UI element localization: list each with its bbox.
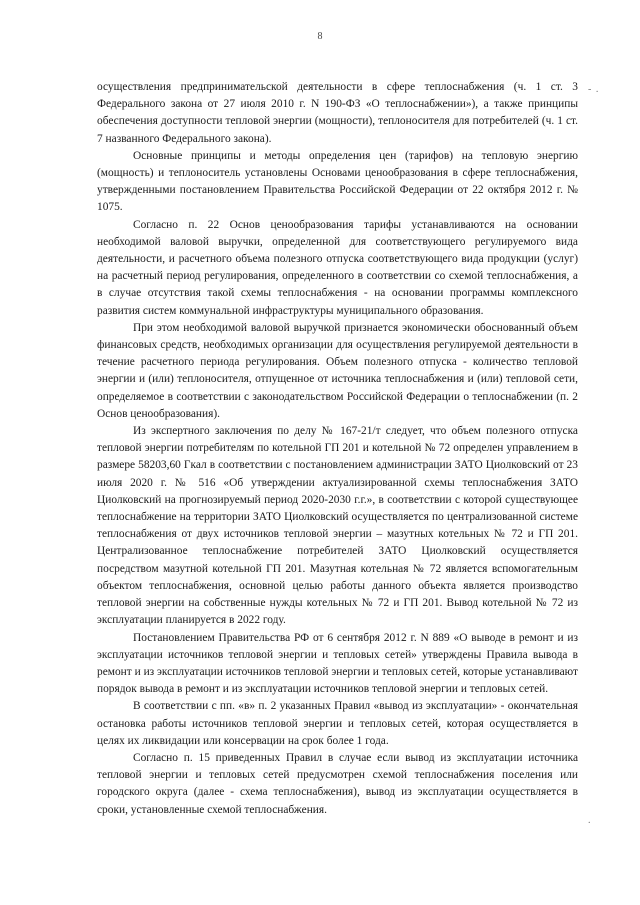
page-number: 8 — [317, 31, 323, 42]
margin-mark: - . — [588, 84, 600, 95]
paragraph: Основные принципы и методы определения цен (тарифов) на тепловую энергию (мощность) и теплоноситель установлены Основами ценообразования в сфере теплоснабжения, утвержденными постановлением Правительства Российской Федерации от 22 октября 2012 г. № 1075. — [97, 149, 578, 214]
paragraph: Согласно п. 15 приведенных Правил в случае если вывод из эксплуатации источника тепловой энергии и тепловых сетей предусмотрен схемой теплоснабжения поселения или городского округа (далее - схема теплоснабжения), вывод из эксплуатации осуществляется в сроки, установленные схемой теплоснабжения. — [97, 751, 578, 816]
paragraph: осуществления предпринимательской деятельности в сфере теплоснабжения (ч. 1 ст. 3 Федерального закона от 27 июля 2010 г. N 190-ФЗ «О теплоснабжении»), а также принципы обеспечения доступности тепловой энергии (мощности), теплоносителя для потребителей (ч. 1 ст. 7 названного Федерального закона). — [97, 81, 578, 145]
paragraph: При этом необходимой валовой выручкой признается экономически обоснованный объем финансовых средств, необходимых организации для осуществления регулируемой деятельности в течение расчетного периода регулирования. Объем полезного отпуска - количество тепловой энергии и (или) теплоносителя, отпущенное от источника теплоснабжения и (или) тепловой сети, определяемое в соответствии с законодательством Российской Федерации о теплоснабжении (п. 2 Основ ценообразования). — [97, 321, 578, 420]
paragraph: Из экспертного заключения по делу № 167-21/т следует, что объем полезного отпуска тепловой энергии потребителям по котельной ГП 201 и котельной № 72 определен управлением в размере 58203,60 Гкал в соответствии с постановлением администрации ЗАТО Циолковский от 23 июля 2020 г. № 516 «Об утверждении актуализированной схемы теплоснабжения ЗАТО Циолковский на прогнозируемый период 2020-2030 г.г.», в соответствии с которой существующее теплоснабжение на территории ЗАТО Циолковский осуществляется по централизованной системе теплоснабжения от двух источников тепловой энергии – мазутных котельных № 72 и ГП 201. Централизованное теплоснабжение потребителей ЗАТО Циолковский осуществляется посредством мазутной котельной ГП 201. Мазутная котельная № 72 является вспомогательным объектом теплоснабжения, основной целью работы данного объекта является производство тепловой энергии на собственные нужды котельных № 72 и ГП 201. Вывод котельной № 72 из эксплуатации планируется в 2022 году. — [97, 425, 578, 627]
paragraph: В соответствии с пп. «в» п. 2 указанных Правил «вывод из эксплуатации» - окончательная остановка работы источников тепловой энергии и тепловых сетей, которая осуществляется в целях их ликвидации или консервации на срок более 1 года. — [97, 700, 578, 747]
paragraph: Согласно п. 22 Основ ценообразования тарифы устанавливаются на основании необходимой валовой выручки, определенной для соответствующего регулируемого вида деятельности, и расчетного объема полезного отпуска соответствующего вида продукции (услуг) на расчетный период регулирования, определенного в соответствии со схемой теплоснабжения, а в случае отсутствия такой схемы теплоснабжения - на основании программы комплексного развития систем коммунальной инфраструктуры муниципального образования. — [97, 218, 578, 317]
document-body — [97, 79, 578, 819]
margin-mark: . — [588, 815, 591, 826]
paragraph: Постановлением Правительства РФ от 6 сентября 2012 г. N 889 «О выводе в ремонт и из эксплуатации источников тепловой энергии и тепловых сетей» утверждены Правила вывода в ремонт и из эксплуатации источников тепловой энергии и тепловых сетей, которые устанавливают порядок вывода в ремонт и из эксплуатации источников тепловой энергии и тепловых сетей. — [97, 631, 578, 696]
